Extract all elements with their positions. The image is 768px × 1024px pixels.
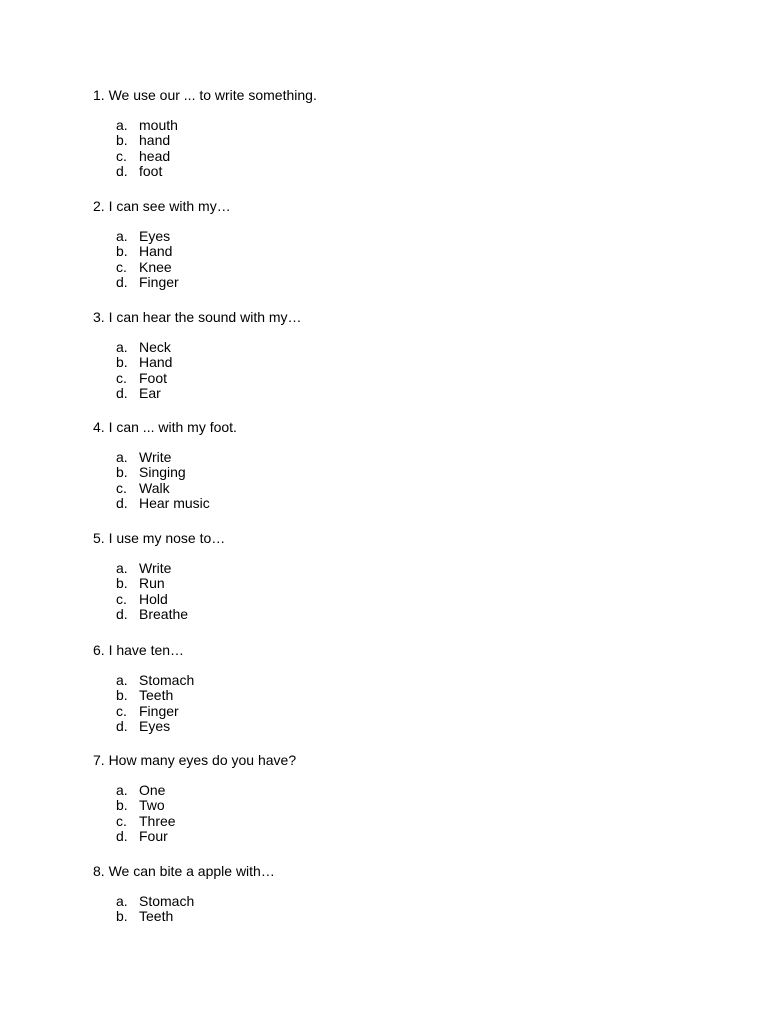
option-letter: c. xyxy=(116,369,127,386)
option-text: Four xyxy=(139,827,168,844)
option-d xyxy=(93,719,693,734)
option-c xyxy=(93,149,693,164)
option-text: mouth xyxy=(139,117,178,133)
option-letter: a. xyxy=(116,672,128,688)
option-text: Teeth xyxy=(139,908,174,925)
option-b xyxy=(93,576,693,591)
option-letter: a. xyxy=(116,449,128,465)
option-b xyxy=(93,465,693,480)
question-text: 5. I use my nose to… xyxy=(93,530,226,546)
question-text: 3. I can hear the sound with my… xyxy=(93,309,302,325)
option-d xyxy=(93,607,693,622)
option-a xyxy=(93,783,693,798)
option-text: Hand xyxy=(139,243,173,260)
option-text: Three xyxy=(139,812,176,829)
option-letter: d. xyxy=(116,384,128,401)
question-text: 8. We can bite a apple with… xyxy=(93,863,275,879)
option-letter: a. xyxy=(116,560,128,576)
option-text: Stomach xyxy=(139,893,195,909)
option-list xyxy=(93,894,693,925)
option-letter: b. xyxy=(116,687,128,704)
option-text: Walk xyxy=(139,479,170,496)
option-c xyxy=(93,592,693,607)
question-text: 1. We use our ... to write something. xyxy=(93,87,317,103)
option-b xyxy=(93,244,693,259)
question-text: 6. I have ten… xyxy=(93,642,185,658)
question-3 xyxy=(93,308,693,401)
option-letter: b. xyxy=(116,575,128,592)
option-letter: a. xyxy=(116,893,128,909)
option-letter: c. xyxy=(116,590,127,607)
option-letter: d. xyxy=(116,273,128,290)
question-7 xyxy=(93,751,693,844)
option-letter: d. xyxy=(116,162,128,179)
option-d xyxy=(93,275,693,290)
question-4 xyxy=(93,418,693,511)
option-letter: b. xyxy=(116,243,128,260)
option-letter: c. xyxy=(116,258,127,275)
option-letter: c. xyxy=(116,147,127,164)
option-letter: c. xyxy=(116,479,127,496)
option-letter: d. xyxy=(116,494,128,511)
option-a xyxy=(93,450,693,465)
option-b xyxy=(93,355,693,370)
option-text: Run xyxy=(139,575,165,592)
option-letter: b. xyxy=(116,354,128,371)
option-c xyxy=(93,371,693,386)
option-text: Ear xyxy=(139,384,161,401)
option-list xyxy=(93,450,693,511)
question-text: 4. I can ... with my foot. xyxy=(93,419,237,435)
option-list xyxy=(93,118,693,179)
option-letter: c. xyxy=(116,812,127,829)
question-text: 2. I can see with my… xyxy=(93,198,231,214)
option-text: Write xyxy=(139,560,172,576)
option-text: Teeth xyxy=(139,687,174,704)
question-5 xyxy=(93,529,693,622)
option-letter: d. xyxy=(116,605,128,622)
option-letter: b. xyxy=(116,908,128,925)
option-text: Knee xyxy=(139,258,172,275)
option-b xyxy=(93,133,693,148)
option-letter: b. xyxy=(116,464,128,481)
option-text: Finger xyxy=(139,273,179,290)
option-d xyxy=(93,386,693,401)
option-text: hand xyxy=(139,132,171,149)
option-text: head xyxy=(139,147,171,164)
option-text: Finger xyxy=(139,702,179,719)
question-2 xyxy=(93,197,693,290)
option-list xyxy=(93,229,693,290)
question-text: 7. How many eyes do you have? xyxy=(93,752,297,768)
option-d xyxy=(93,829,693,844)
option-text: Eyes xyxy=(139,717,171,734)
option-text: One xyxy=(139,782,166,798)
option-letter: a. xyxy=(116,782,128,798)
option-text: Singing xyxy=(139,464,186,481)
option-text: Eyes xyxy=(139,228,171,244)
option-letter: b. xyxy=(116,797,128,814)
option-list xyxy=(93,673,693,734)
option-a xyxy=(93,229,693,244)
option-c xyxy=(93,814,693,829)
option-text: foot xyxy=(139,162,163,179)
option-d xyxy=(93,164,693,179)
option-text: Neck xyxy=(139,339,171,355)
option-d xyxy=(93,496,693,511)
option-a xyxy=(93,118,693,133)
option-letter: c. xyxy=(116,702,127,719)
option-b xyxy=(93,688,693,703)
option-letter: a. xyxy=(116,117,128,133)
option-letter: a. xyxy=(116,228,128,244)
option-letter: d. xyxy=(116,827,128,844)
option-c xyxy=(93,481,693,496)
option-list xyxy=(93,561,693,622)
option-a xyxy=(93,673,693,688)
option-letter: a. xyxy=(116,339,128,355)
option-letter: d. xyxy=(116,717,128,734)
option-text: Hand xyxy=(139,354,173,371)
option-a xyxy=(93,561,693,576)
option-list xyxy=(93,783,693,844)
question-1 xyxy=(93,86,693,179)
option-text: Stomach xyxy=(139,672,195,688)
option-c xyxy=(93,704,693,719)
option-text: Write xyxy=(139,449,172,465)
option-list xyxy=(93,340,693,401)
option-c xyxy=(93,260,693,275)
option-text: Hear music xyxy=(139,494,210,511)
option-b xyxy=(93,798,693,813)
option-text: Hold xyxy=(139,590,168,607)
option-a xyxy=(93,894,693,909)
option-text: Foot xyxy=(139,369,168,386)
option-b xyxy=(93,909,693,924)
option-text: Breathe xyxy=(139,605,189,622)
option-a xyxy=(93,340,693,355)
option-text: Two xyxy=(139,797,165,814)
question-6 xyxy=(93,641,693,734)
option-letter: b. xyxy=(116,132,128,149)
question-8 xyxy=(93,862,693,925)
